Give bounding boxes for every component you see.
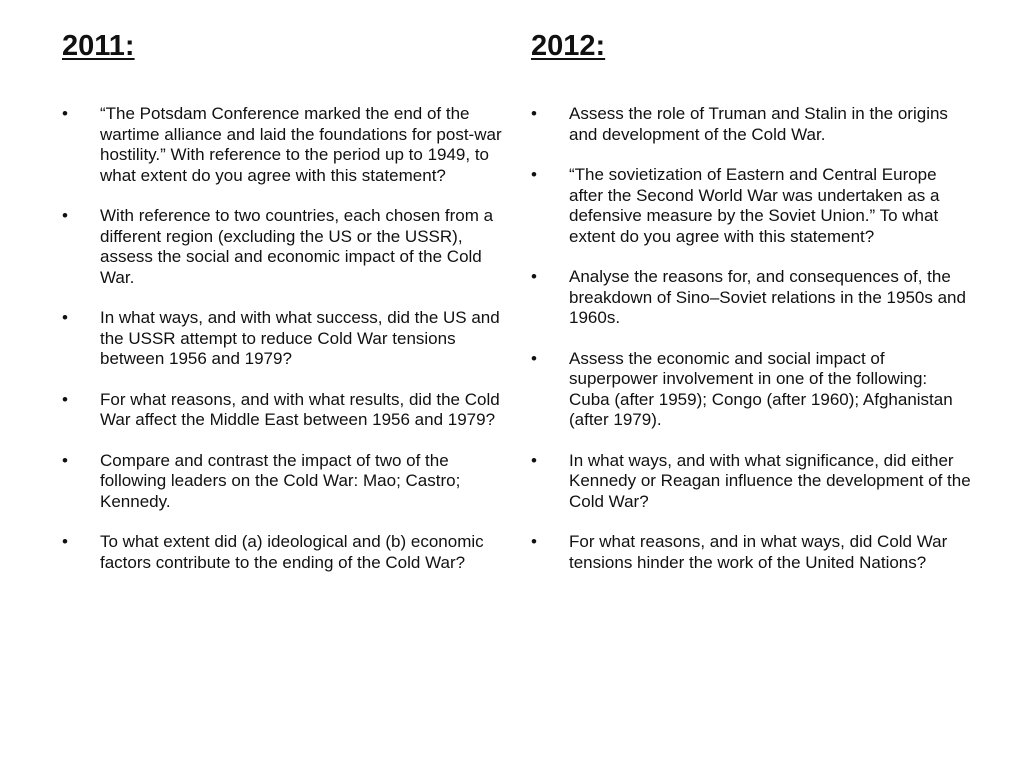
bullet-icon: • <box>531 532 537 551</box>
question-text: In what ways, and with what success, did the US and the USSR attempt to reduce Cold War tensions between 1956 and 1979? <box>100 308 500 368</box>
question-item <box>62 451 502 513</box>
question-item <box>531 532 971 573</box>
column-title-2011: 2011: <box>62 30 135 62</box>
question-text: For what reasons, and with what results, did the Cold War affect the Middle East between 1956 and 1979? <box>100 389 500 429</box>
bullet-icon: • <box>531 348 537 368</box>
question-text: In what ways, and with what significance, did either Kennedy or Reagan influence the development of the Cold War? <box>569 450 971 511</box>
bullet-icon: • <box>62 308 68 327</box>
column-2012 <box>531 28 971 593</box>
question-text: “The Potsdam Conference marked the end of the wartime alliance and laid the foundations for post-war hostility.” With reference to the period up to 1949, to what extent do you agree with this statement? <box>100 104 502 185</box>
column-title-2012: 2012: <box>531 30 606 62</box>
bullet-icon: • <box>531 104 537 123</box>
question-text: To what extent did (a) ideological and (b) economic factors contribute to the ending of the Cold War? <box>100 532 484 572</box>
question-list-2011 <box>62 104 502 573</box>
bullet-icon: • <box>62 389 68 409</box>
question-item <box>531 349 971 431</box>
bullet-icon: • <box>62 206 68 225</box>
question-item <box>531 267 971 329</box>
bullet-icon: • <box>531 267 537 286</box>
question-item <box>62 104 502 186</box>
bullet-icon: • <box>62 104 68 123</box>
question-item <box>62 390 502 431</box>
bullet-icon: • <box>62 450 68 470</box>
question-text: Assess the economic and social impact of superpower involvement in one of the following: Cuba (after 1959); Congo (after 1960); Afghanistan (after 1979). <box>569 348 953 429</box>
question-text: “The sovietization of Eastern and Central Europe after the Second World War was undertaken as a defensive measure by the Soviet Union.” To what extent do you agree with this statement? <box>569 165 940 246</box>
question-item <box>62 532 502 573</box>
question-text: Compare and contrast the impact of two of the following leaders on the Cold War: Mao; Castro; Kennedy. <box>100 450 461 511</box>
question-text: For what reasons, and in what ways, did Cold War tensions hinder the work of the United Nations? <box>569 532 948 572</box>
question-text: Analyse the reasons for, and consequences of, the breakdown of Sino–Soviet relations in the 1950s and 1960s. <box>569 267 966 327</box>
question-item <box>531 451 971 513</box>
question-item <box>531 165 971 247</box>
question-text: Assess the role of Truman and Stalin in the origins and development of the Cold War. <box>569 104 948 144</box>
question-list-2012 <box>531 104 971 573</box>
bullet-icon: • <box>62 532 68 551</box>
question-text: With reference to two countries, each chosen from a different region (excluding the US or the USSR), assess the social and economic impact of the Cold War. <box>100 206 494 287</box>
bullet-icon: • <box>531 165 537 184</box>
column-2011 <box>62 28 502 593</box>
question-item <box>62 308 502 370</box>
bullet-icon: • <box>531 450 537 470</box>
question-item <box>62 206 502 288</box>
question-item <box>531 104 971 145</box>
